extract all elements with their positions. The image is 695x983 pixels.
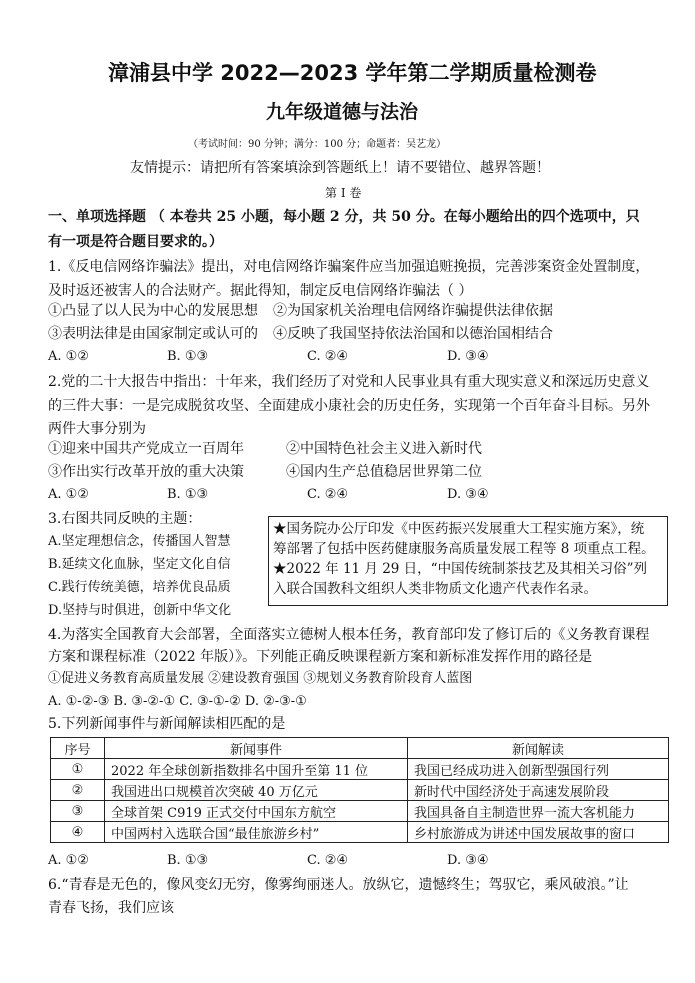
q2-option-b[interactable]: B. ①③ bbox=[167, 487, 209, 502]
table-row bbox=[51, 780, 669, 801]
news-table bbox=[50, 737, 669, 843]
row-event: 2022 年全球创新指数排名中国升至第 11 位 bbox=[105, 759, 408, 780]
q4-items: ①促进义务教育高质量发展 ②建设教育强国 ③规划义务教育阶段育人蓝图 bbox=[48, 671, 473, 686]
q2-item-1: ①迎来中国共产党成立一百周年 bbox=[48, 441, 244, 457]
table-row bbox=[51, 759, 669, 780]
volume-label: 第 I 卷 bbox=[325, 186, 362, 200]
q3-box-line: 筹部署了包括中医药健康服务高质量发展工程等 8 项重点工程。 bbox=[273, 541, 655, 557]
q5-option-c[interactable]: C. ②④ bbox=[307, 853, 349, 868]
row-number: ④ bbox=[51, 822, 105, 843]
q1-option-b[interactable]: B. ①③ bbox=[167, 349, 209, 364]
q1-item-1: ①凸显了以人民为中心的发展思想 bbox=[48, 303, 258, 319]
q2-stem-line1: 2.党的二十大报告中指出：十年来，我们经历了对党和人民事业具有重大现实意义和深远历史意义 bbox=[48, 374, 650, 390]
row-number: ③ bbox=[51, 801, 105, 822]
row-interpretation: 乡村旅游成为讲述中国发展故事的窗口 bbox=[408, 822, 669, 843]
q3-option-b[interactable]: B.延续文化血脉，坚定文化自信 bbox=[48, 557, 231, 572]
q2-item-4: ④国内生产总值稳居世界第二位 bbox=[286, 464, 482, 480]
row-interpretation: 我国已经成功进入创新型强国行列 bbox=[408, 759, 669, 780]
table-header-row bbox=[51, 738, 669, 759]
q2-item-3: ③作出实行改革开放的重大决策 bbox=[48, 464, 244, 480]
q1-option-d[interactable]: D. ③④ bbox=[447, 349, 489, 364]
q1-item-4: ④反映了我国坚持依法治国和以德治国相结合 bbox=[273, 326, 553, 342]
q3-material-box bbox=[268, 516, 668, 606]
column-header-interpretation: 新闻解读 bbox=[408, 738, 669, 759]
table-row bbox=[51, 822, 669, 843]
q4-stem-line2: 方案和课程标准（2022 年版）》。下列能正确反映课程新方案和新标准发挥作用的路径是 bbox=[48, 649, 593, 665]
exam-info: （考试时间：90 分钟；满分：100 分；命题者：吴艺龙） bbox=[188, 139, 447, 150]
q1-option-c[interactable]: C. ②④ bbox=[307, 349, 349, 364]
q2-option-a[interactable]: A. ①② bbox=[48, 487, 89, 502]
section-heading-line2: 有一项是符合题目要求的。） bbox=[48, 234, 223, 250]
column-header-event: 新闻事件 bbox=[105, 738, 408, 759]
q4-options[interactable]: A. ①-②-③ B. ③-②-① C. ③-①-② D. ②-③-① bbox=[48, 694, 307, 709]
q1-option-a[interactable]: A. ①② bbox=[48, 349, 89, 364]
q1-item-3: ③表明法律是由国家制定或认可的 bbox=[48, 326, 258, 342]
q2-option-c[interactable]: C. ②④ bbox=[307, 487, 349, 502]
row-interpretation: 我国具备自主制造世界一流大客机能力 bbox=[408, 801, 669, 822]
row-interpretation: 新时代中国经济处于高速发展阶段 bbox=[408, 780, 669, 801]
q2-item-2: ②中国特色社会主义进入新时代 bbox=[286, 441, 482, 457]
q2-stem-line3: 两件大事分别为 bbox=[48, 421, 146, 437]
q1-item-2: ②为国家机关治理电信网络诈骗提供法律依据 bbox=[273, 303, 553, 319]
q3-option-c[interactable]: C.践行传统美德，培养优良品质 bbox=[48, 580, 231, 595]
table-row bbox=[51, 801, 669, 822]
row-number: ① bbox=[51, 759, 105, 780]
q3-box-line: 入联合国教科文组织人类非物质文化遗产代表作名录。 bbox=[273, 581, 597, 597]
q1-stem-line1: 1.《反电信网络诈骗法》提出，对电信网络诈骗案件应当加强追赃挽损，完善涉案资金处置制度， bbox=[48, 259, 650, 275]
q3-box-line: ★2022 年 11 月 29 日，“中国传统制茶技艺及其相关习俗”列 bbox=[273, 561, 647, 577]
q5-option-d[interactable]: D. ③④ bbox=[447, 853, 489, 868]
q3-option-a[interactable]: A.坚定理想信念，传播国人智慧 bbox=[48, 534, 231, 549]
q6-stem-line2: 青春飞扬，我们应该 bbox=[48, 900, 174, 916]
q6-stem-line1: 6.“青春是无色的，像风变幻无穷，像雾绚丽迷人。放纵它，遗憾终生；驾驭它，乘风破浪。”让 bbox=[48, 877, 629, 893]
q3-box-line: ★国务院办公厅印发《中医药振兴发展重大工程实施方案》，统 bbox=[273, 521, 645, 537]
row-event: 我国进出口规模首次突破 40 万亿元 bbox=[105, 780, 408, 801]
exam-subtitle: 九年级道德与法治 bbox=[266, 101, 419, 123]
row-number: ② bbox=[51, 780, 105, 801]
friendly-tip: 友情提示：请把所有答案填涂到答题纸上！请不要错位、越界答题！ bbox=[130, 160, 550, 176]
q4-stem-line1: 4.为落实全国教育大会部署，全面落实立德树人根本任务，教育部印发了修订后的《义务教育课程 bbox=[48, 627, 650, 643]
q2-stem-line2: 的三件大事：一是完成脱贫攻坚、全面建成小康社会的历史任务，实现第一个百年奋斗目标。另外 bbox=[48, 398, 650, 414]
q2-option-d[interactable]: D. ③④ bbox=[447, 487, 489, 502]
q5-stem: 5.下列新闻事件与新闻解读相匹配的是 bbox=[48, 716, 286, 732]
column-header-number: 序号 bbox=[51, 738, 105, 759]
section-heading-line1: 一、单项选择题 （ 本卷共 25 小题，每小题 2 分，共 50 分。在每小题给出的四个选项中，只 bbox=[48, 209, 640, 225]
q5-option-b[interactable]: B. ①③ bbox=[167, 853, 209, 868]
row-event: 全球首架 C919 正式交付中国东方航空 bbox=[105, 801, 408, 822]
q3-option-d[interactable]: D.坚持与时俱进，创新中华文化 bbox=[48, 603, 232, 618]
q1-stem-line2: 及时返还被害人的合法财产。据此得知，制定反电信网络诈骗法（ ） bbox=[48, 283, 473, 299]
row-event: 中国两村入选联合国“最佳旅游乡村” bbox=[105, 822, 408, 843]
q5-option-a[interactable]: A. ①② bbox=[48, 853, 89, 868]
q3-stem: 3.右图共同反映的主题： bbox=[48, 511, 202, 527]
exam-title: 漳浦县中学 2022—2023 学年第二学期质量检测卷 bbox=[108, 61, 597, 85]
